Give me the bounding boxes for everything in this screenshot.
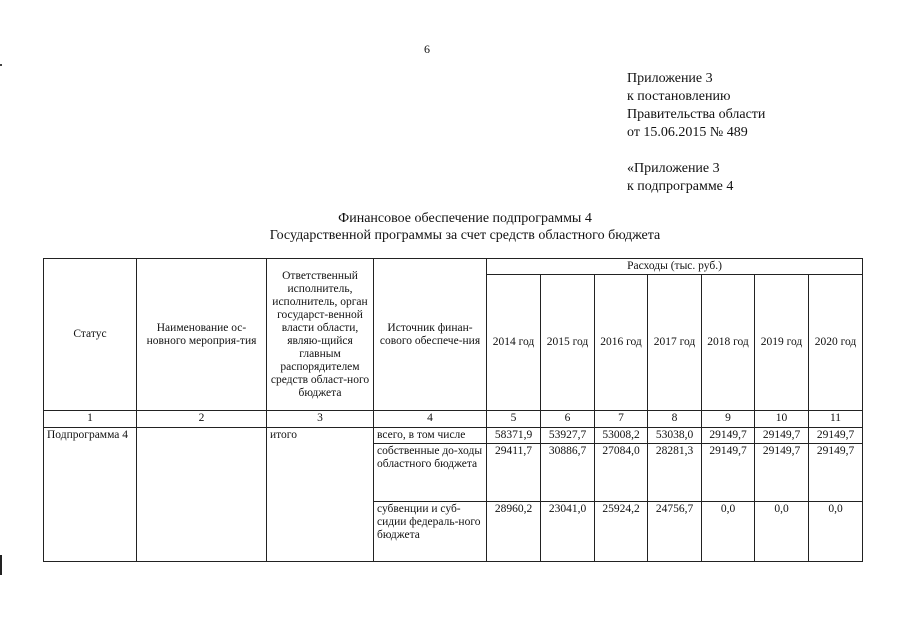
name-cell (137, 428, 267, 562)
header-source: Источник финан-сового обеспече-ния (374, 259, 487, 411)
appendix-line: к постановлению (627, 89, 731, 104)
source-cell: всего, в том числе (374, 428, 487, 444)
financing-table (43, 258, 863, 562)
header-year: 2018 год (702, 275, 755, 411)
header-name: Наименование ос-новного мероприя-тия (137, 259, 267, 411)
appendix-block (627, 70, 765, 196)
header-year: 2017 год (648, 275, 702, 411)
document-title (150, 210, 780, 244)
appendix-line: от 15.06.2015 № 489 (627, 125, 748, 140)
column-number: 11 (809, 411, 863, 428)
value-cell: 53008,2 (595, 428, 648, 444)
source-cell: собственные до-ходы областного бюджета (374, 444, 487, 502)
header-year: 2015 год (541, 275, 595, 411)
column-number: 6 (541, 411, 595, 428)
header-year: 2020 год (809, 275, 863, 411)
column-number: 3 (267, 411, 374, 428)
column-number: 5 (487, 411, 541, 428)
value-cell: 0,0 (755, 502, 809, 562)
title-line: Финансовое обеспечение подпрограммы 4 (338, 211, 592, 226)
table-row (44, 428, 863, 444)
page-number: 6 (424, 42, 430, 56)
column-number: 9 (702, 411, 755, 428)
value-cell: 29411,7 (487, 444, 541, 502)
executor-cell: итого (267, 428, 374, 562)
value-cell: 0,0 (702, 502, 755, 562)
header-year: 2019 год (755, 275, 809, 411)
value-cell: 29149,7 (755, 428, 809, 444)
value-cell: 29149,7 (809, 444, 863, 502)
value-cell: 30886,7 (541, 444, 595, 502)
status-cell: Подпрограмма 4 (44, 428, 137, 562)
scan-mark (0, 64, 2, 66)
column-number: 8 (648, 411, 702, 428)
scan-mark (0, 555, 2, 575)
appendix-line: «Приложение 3 (627, 161, 720, 176)
column-number: 7 (595, 411, 648, 428)
header-expenses: Расходы (тыс. руб.) (487, 259, 863, 275)
column-number: 10 (755, 411, 809, 428)
value-cell: 29149,7 (702, 428, 755, 444)
value-cell: 28960,2 (487, 502, 541, 562)
column-number: 1 (44, 411, 137, 428)
header-year: 2016 год (595, 275, 648, 411)
value-cell: 27084,0 (595, 444, 648, 502)
value-cell: 29149,7 (702, 444, 755, 502)
value-cell: 25924,2 (595, 502, 648, 562)
column-number: 2 (137, 411, 267, 428)
column-numbers-row (44, 411, 863, 428)
appendix-line: Приложение 3 (627, 71, 713, 86)
header-executor: Ответственный исполнитель, исполнитель, орган государст-венной власти области, являю-щийся главным распорядителем средств област-ного бюджета (267, 259, 374, 411)
value-cell: 23041,0 (541, 502, 595, 562)
header-status: Статус (44, 259, 137, 411)
value-cell: 53927,7 (541, 428, 595, 444)
column-number: 4 (374, 411, 487, 428)
value-cell: 0,0 (809, 502, 863, 562)
value-cell: 28281,3 (648, 444, 702, 502)
appendix-line: к подпрограмме 4 (627, 179, 734, 194)
header-year: 2014 год (487, 275, 541, 411)
value-cell: 29149,7 (755, 444, 809, 502)
value-cell: 53038,0 (648, 428, 702, 444)
appendix-line: Правительства области (627, 107, 766, 122)
title-line: Государственной программы за счет средств областного бюджета (269, 228, 661, 243)
value-cell: 58371,9 (487, 428, 541, 444)
source-cell: субвенции и суб-сидии федераль-ного бюджета (374, 502, 487, 562)
value-cell: 29149,7 (809, 428, 863, 444)
value-cell: 24756,7 (648, 502, 702, 562)
